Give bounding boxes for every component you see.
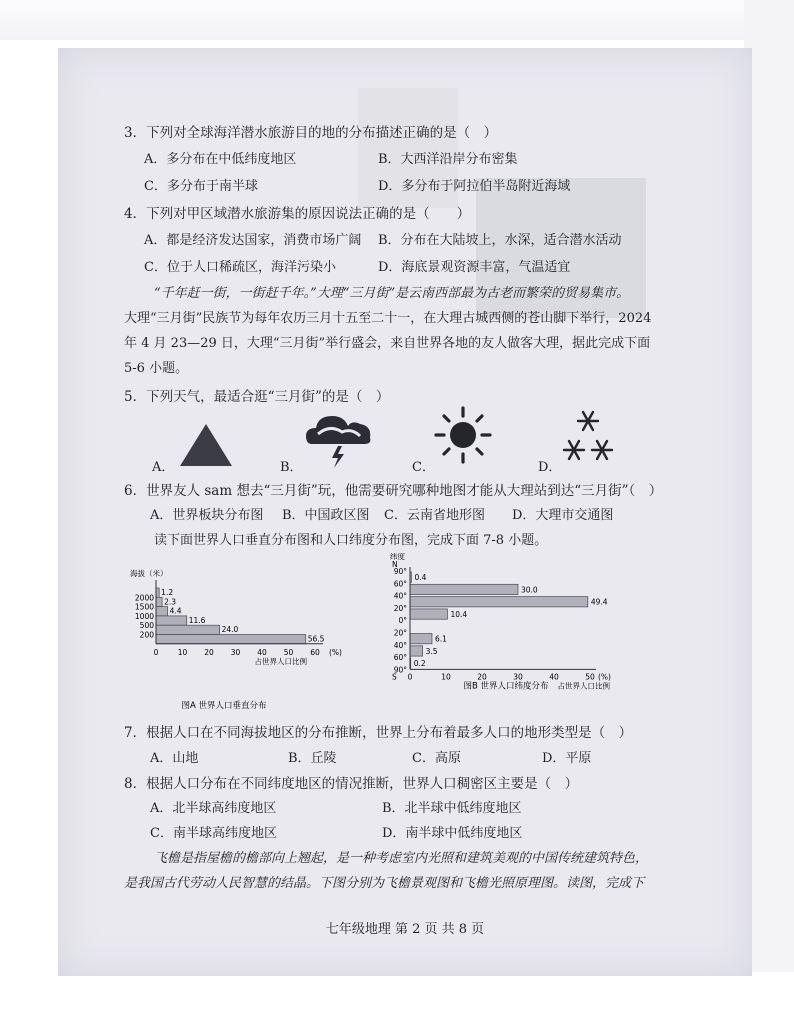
chart-b-x-tick-label: 30 (513, 672, 523, 682)
chart-b-x-tick-label: 0 (407, 672, 413, 682)
chart-b-y-tick-label: 40° (393, 640, 407, 650)
chart-a-value-label: 11.6 (188, 615, 206, 625)
q8-option-c: C．南半球高纬度地区 (150, 826, 277, 841)
passage2-line1: 飞檐是指屋檐的檐部向上翘起，是一种考虑室内光照和建筑美观的中国传统建筑特色， (154, 851, 649, 866)
q3-stem: 3．下列对全球海洋潜水旅游目的地的分布描述正确的是（ ） (124, 125, 498, 141)
chart-b-bar (410, 634, 432, 644)
chart-b-value-label: 3.5 (425, 646, 438, 656)
chart-a-xlabel: 占世界人口比例 (254, 656, 307, 666)
exam-page (58, 48, 752, 976)
chart-a-value-label: 1.2 (161, 588, 174, 597)
q4-option-d: D．海底景观资源丰富，气温适宜 (378, 260, 571, 275)
passage2-line2: 是我国古代劳动人民智慧的结晶。下图分别为飞檐景观图和飞檐光照原理图。读图，完成下 (124, 876, 645, 891)
q6-option-a: A．世界板块分布图 (150, 508, 264, 523)
chart-a-x-tick-label: 0 (153, 647, 159, 657)
chart-b-title: 图B 世界人口纬度分布 (463, 681, 549, 692)
chart-b-bar (410, 584, 518, 594)
q7-option-b: B．丘陵 (288, 751, 337, 766)
chart-b-y-unit-south: S (392, 672, 397, 682)
passage1-line3: 年 4 月 23—29 日，大理“三月街”举行盛会，来自世界各地的友人做客大理，据此完成下面 (124, 336, 651, 351)
chart-b-value-label: 49.4 (590, 597, 608, 607)
chart-a-vertical-distribution (128, 566, 358, 711)
intro-7-8: 读下面世界人口垂直分布图和人口纬度分布图，完成下面 7-8 小题。 (154, 533, 548, 548)
q7-option-a: A．山地 (150, 751, 199, 766)
chart-a-x-tick-label: 20 (204, 647, 214, 657)
chart-b-value-label: 0.4 (414, 573, 427, 582)
q7-option-d: D．平原 (542, 751, 592, 766)
chart-a-value-label: 24.0 (221, 625, 239, 635)
chart-a-x-tick-label: 50 (283, 647, 294, 657)
chart-b-x-tick-label: 10 (441, 672, 451, 682)
q7-stem: 7．根据人口在不同海拔地区的分布推断，世界上分布着最多人口的地形类型是（ ） (124, 725, 633, 741)
chart-a-y-tick-label: 200 (139, 630, 154, 640)
chart-b-y-tick-label: 90° (393, 665, 407, 675)
q6-option-c: C．云南省地形图 (384, 508, 485, 523)
chart-b-value-label: 6.1 (434, 634, 447, 644)
snowflakes-icon (560, 408, 616, 470)
q6-option-d: D．大理市交通图 (512, 508, 614, 523)
chart-a-value-label: 56.5 (307, 634, 325, 644)
chart-b-y-tick-label: 60° (393, 579, 407, 589)
chart-a-bar (156, 635, 306, 644)
q3-option-d: D．多分布于阿拉伯半岛附近海域 (378, 179, 571, 194)
q3-option-a: A．多分布在中低纬度地区 (144, 152, 297, 167)
sun-icon (432, 404, 494, 470)
chart-a-y-tick-label: 500 (139, 621, 154, 631)
chart-a-bar (156, 597, 162, 606)
chart-b-value-label: 10.4 (450, 609, 468, 619)
chart-b-ylabel: 纬度 (390, 553, 405, 561)
q3-option-c: C．多分布于南半球 (144, 179, 258, 194)
q5-option-d-label: D． (538, 460, 562, 475)
scan-edge-bottom (0, 972, 794, 1028)
chart-b-bar (410, 597, 588, 607)
chart-a-value-label: 2.3 (164, 597, 177, 607)
page-footer: 七年级地理 第 2 页 共 8 页 (325, 922, 485, 937)
q4-option-c: C．位于人口稀疏区，海洋污染小 (144, 260, 336, 275)
chart-b-x-tick-label: 40 (549, 672, 559, 682)
q7-option-c: C．高原 (412, 751, 461, 766)
chart-b-value-label: 0.2 (413, 659, 426, 669)
chart-a-bar (156, 607, 168, 616)
q5-stem: 5．下列天气，最适合逛“三月街”的是（ ） (124, 389, 390, 405)
chart-b-x-unit: (%) (598, 672, 611, 682)
chart-b-y-unit-north: N (392, 560, 398, 569)
q5-option-c-label: C． (412, 460, 435, 475)
thunderstorm-cloud-icon (302, 410, 376, 476)
q5-option-a-label: A． (152, 460, 175, 475)
chart-a-x-tick-label: 30 (230, 647, 241, 657)
chart-a-title: 图A 世界人口垂直分布 (181, 701, 267, 711)
chart-b-value-label: 30.0 (521, 585, 538, 595)
q8-option-d: D．南半球中低纬度地区 (382, 826, 523, 841)
chart-b-bar (410, 609, 447, 619)
chart-b-y-tick-label: 40° (393, 591, 407, 601)
q4-option-b: B．分布在大陆坡上，水深，适合潜水活动 (378, 233, 622, 248)
chart-a-bar (156, 616, 187, 625)
q6-stem: 6．世界友人 sam 想去“三月街”玩，他需要研究哪种地图才能从大理站到达“三月街”（ ） (124, 483, 663, 499)
q8-option-a: A．北半球高纬度地区 (150, 801, 277, 816)
passage1-line4: 5-6 小题。 (124, 361, 189, 376)
chart-b-x-tick-label: 20 (477, 672, 487, 682)
chart-b-y-tick-label: 60° (393, 653, 407, 663)
chart-a-ylabel: 海拔（米） (130, 569, 168, 578)
chart-b-x-tick-label: 50 (585, 672, 595, 682)
chart-b-y-tick-label: 0° (398, 616, 407, 626)
chart-a-x-unit: (%) (329, 647, 342, 657)
scan-edge-top (0, 0, 794, 40)
chart-a-value-label: 4.4 (169, 606, 182, 616)
q3-option-b: B．大西洋沿岸分布密集 (378, 152, 518, 167)
q8-stem: 8．根据人口分布在不同纬度地区的情况推断，世界人口稠密区主要是（ ） (124, 776, 579, 792)
q5-option-b-label: B． (280, 460, 303, 475)
chart-b-xlabel: 占世界人口比例 (557, 681, 610, 691)
chart-a-x-tick-label: 60 (310, 647, 320, 657)
chart-a-y-tick-label: 2000 (134, 593, 154, 603)
passage1-line2: 大理“三月街”民族节为每年农历三月十五至二十一，在大理古城西侧的苍山脚下举行，2024 (124, 311, 652, 326)
chart-a-x-tick-label: 10 (177, 647, 188, 657)
chart-b-y-tick-label: 90° (393, 567, 407, 576)
mountain-triangle-icon (176, 420, 236, 474)
q6-option-b: B．中国政区图 (282, 508, 370, 523)
passage1-line1: “千年赶一街，一街赶千年。”大理“三月街”是云南西部最为古老而繁荣的贸易集市。 (154, 286, 630, 301)
chart-a-y-tick-label: 1000 (134, 611, 154, 621)
q4-stem: 4．下列对甲区域潜水旅游集的原因说法正确的是（ ） (124, 206, 471, 222)
chart-b-latitude-distribution (388, 553, 628, 713)
chart-a-y-tick-label: 1500 (134, 602, 154, 612)
q4-option-a: A．都是经济发达国家，消费市场广阔 (144, 233, 362, 248)
chart-b-y-tick-label: 20° (393, 628, 407, 638)
q8-option-b: B．北半球中低纬度地区 (382, 801, 522, 816)
chart-b-y-tick-label: 20° (393, 603, 407, 613)
chart-b-bar (410, 646, 423, 656)
chart-a-x-tick-label: 40 (257, 647, 267, 657)
chart-a-bar (156, 625, 220, 634)
